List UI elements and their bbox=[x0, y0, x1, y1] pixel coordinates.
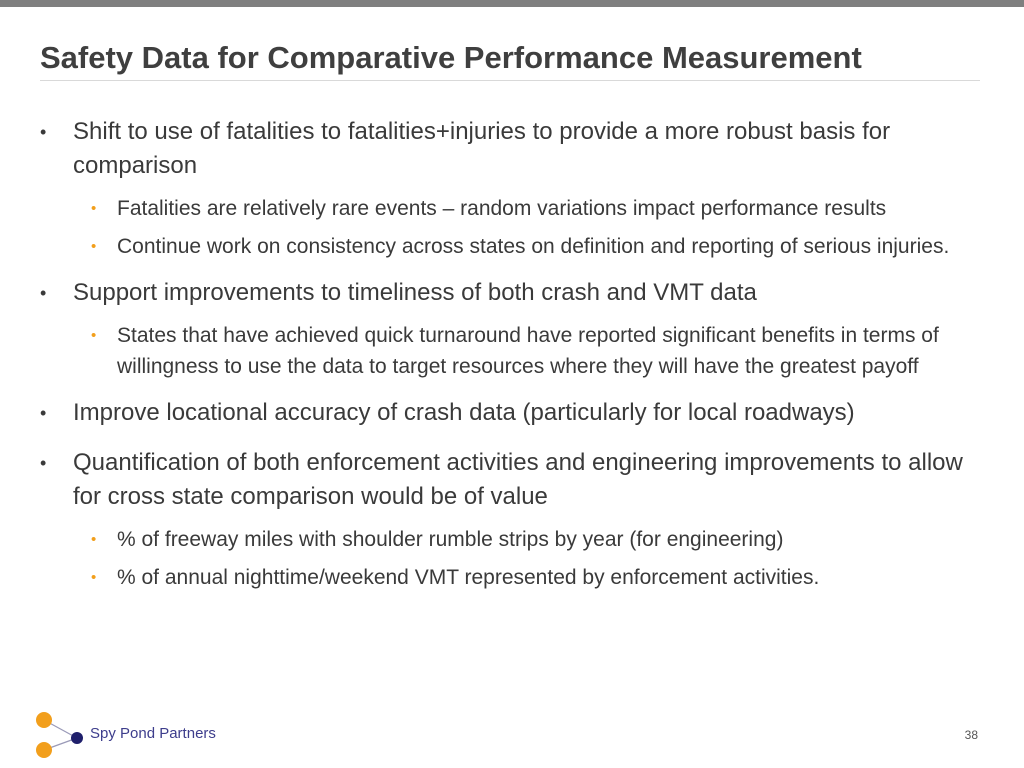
bullet-text: Quantification of both enforcement activities and engineering improvements to allow for cross state comparison would be of value bbox=[73, 449, 963, 510]
bullet-icon: • bbox=[40, 122, 47, 142]
spy-pond-logo-icon bbox=[30, 705, 90, 765]
sub-bullet-item bbox=[73, 320, 985, 382]
sub-bullet-icon: • bbox=[91, 327, 97, 344]
bullet-item-2 bbox=[40, 276, 985, 310]
top-accent-bar bbox=[0, 0, 1024, 7]
sub-bullet-text: States that have achieved quick turnaround have reported significant benefits in terms of willingness to use the data to target resources where they will have the greatest payoff bbox=[117, 324, 939, 378]
bullet-item-4 bbox=[40, 446, 985, 514]
sub-bullet-item bbox=[73, 193, 985, 224]
bullet-text: Support improvements to timeliness of both crash and VMT data bbox=[73, 279, 757, 306]
title-divider bbox=[40, 80, 980, 81]
sub-bullet-item bbox=[73, 524, 985, 555]
slide-content bbox=[40, 115, 985, 600]
bullet-text: Shift to use of fatalities to fatalities+injuries to provide a more robust basis for comparison bbox=[73, 118, 891, 179]
bullet-icon: • bbox=[40, 453, 47, 473]
bullet-text: Improve locational accuracy of crash data (particularly for local roadways) bbox=[73, 399, 855, 426]
bullet-item-1 bbox=[40, 115, 985, 183]
sub-bullet-text: Fatalities are relatively rare events – random variations impact performance results bbox=[117, 197, 887, 220]
sub-bullet-icon: • bbox=[91, 531, 97, 548]
sub-bullet-item bbox=[73, 231, 985, 262]
sub-bullet-text: % of annual nighttime/weekend VMT represented by enforcement activities. bbox=[117, 566, 820, 589]
bullet-icon: • bbox=[40, 403, 47, 423]
bullet-item-3 bbox=[40, 396, 985, 430]
sub-bullet-text: Continue work on consistency across states on definition and reporting of serious injuries. bbox=[117, 235, 950, 258]
sub-bullet-icon: • bbox=[91, 569, 97, 586]
sub-bullet-item bbox=[73, 562, 985, 593]
sub-bullet-text: % of freeway miles with shoulder rumble strips by year (for engineering) bbox=[117, 528, 784, 551]
sub-bullet-icon: • bbox=[91, 200, 97, 217]
sub-bullet-icon: • bbox=[91, 238, 97, 255]
footer-company-name: Spy Pond Partners bbox=[90, 725, 216, 742]
bullet-icon: • bbox=[40, 283, 47, 303]
page-number: 38 bbox=[964, 728, 978, 742]
slide-title: Safety Data for Comparative Performance Measurement bbox=[40, 40, 862, 75]
